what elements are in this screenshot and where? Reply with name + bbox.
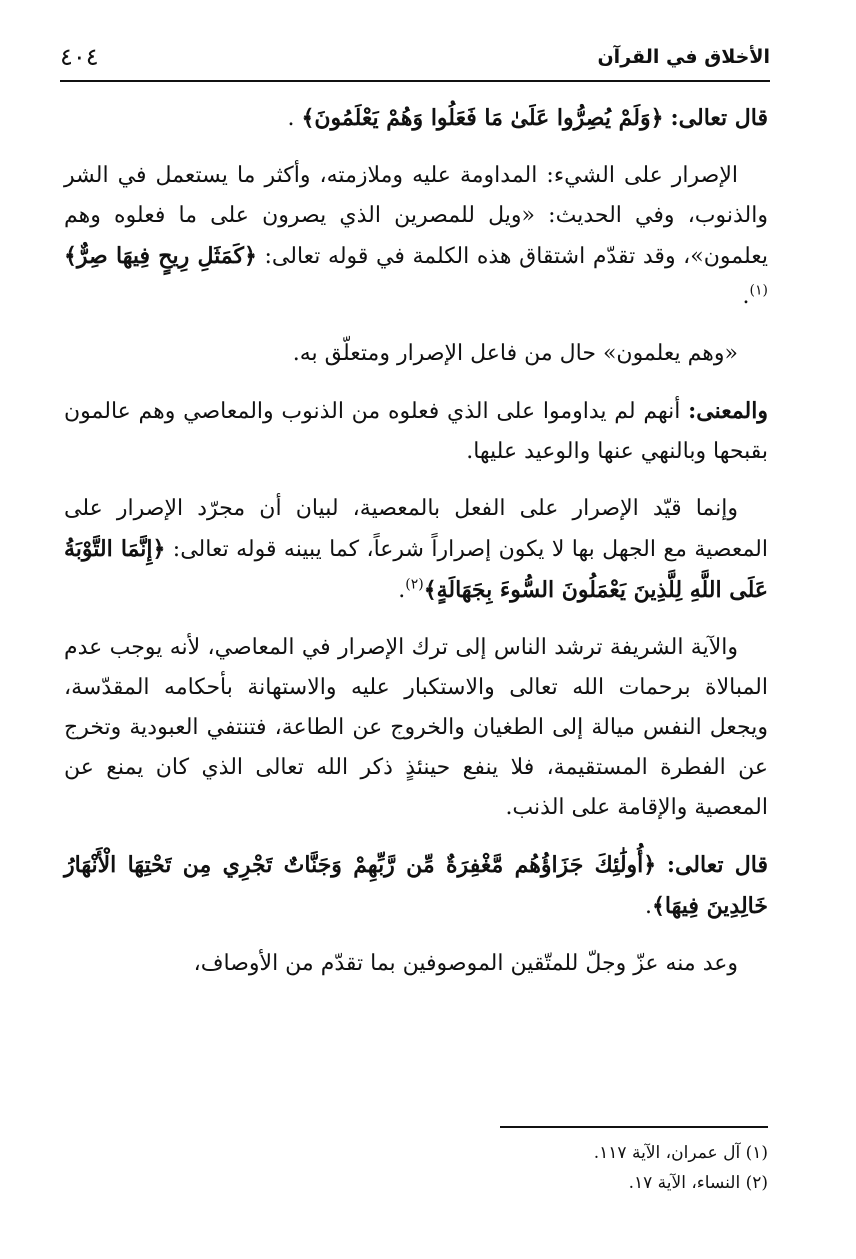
paragraph-text: أنهم لم يداوموا على الذي فعلوه من الذنوب والمعاصي وهم عالمون بقبحها وبالنهي عنها والوعيد عليها.	[64, 399, 768, 464]
quran-verse: ﴿كَمَثَلِ رِيحٍ فِيهَا صِرٌّ﴾	[64, 243, 257, 269]
paragraph-text: الإصرار على الشيء: المداومة عليه وملازمته، وأكثر ما يستعمل في الشر والذنوب، وفي الحديث: «ويل للمصرين الذي يصرون على ما فعلوه وهم يعلمون»، وقد تقدّم اشتقاق هذه الكلمة في قوله تعالى:	[64, 163, 768, 269]
footnote-ref-2[interactable]: (٢)	[405, 576, 424, 593]
quran-verse: ﴿وَلَمْ يُصِرُّوا عَلَىٰ مَا فَعَلُوا وَهُمْ يَعْلَمُونَ﴾	[301, 105, 664, 131]
footnote-divider	[500, 1126, 768, 1128]
page-number: ٤٠٤	[60, 43, 99, 71]
paragraph-guidance	[64, 628, 768, 828]
footnotes	[300, 1138, 768, 1198]
verse-intro: قال تعالى:	[666, 852, 768, 878]
paragraph-text: وعد منه عزّ وجلّ للمتّقين الموصوفين بما تقدّم من الأوصاف،	[193, 951, 738, 976]
punctuation: .	[645, 894, 653, 919]
paragraph-restriction	[64, 489, 768, 611]
meaning-label: والمعنى:	[688, 398, 768, 424]
paragraph-verse-2	[64, 845, 768, 927]
paragraph-definition	[64, 156, 768, 317]
paragraph-promise	[64, 944, 768, 984]
book-title: الأخلاق في القرآن	[597, 46, 770, 68]
verse-intro: قال تعالى:	[670, 105, 768, 131]
quran-verse: ﴿إِنَّمَا التَّوْبَةُ عَلَى اللَّهِ لِلَّذِينَ يَعْمَلُونَ السُّوءَ بِجَهَالَةٍ﴾	[64, 536, 768, 603]
paragraph-verse-1	[64, 98, 768, 139]
footnote-2: (٢) النساء، الآية ١٧.	[628, 1173, 768, 1193]
footnote-1: (١) آل عمران، الآية ١١٧.	[593, 1143, 768, 1163]
punctuation: .	[398, 578, 406, 603]
paragraph-grammar	[64, 334, 768, 374]
paragraph-text: وإنما قيّد الإصرار على الفعل بالمعصية، لبيان أن مجرّد الإصرار على المعصية مع الجهل بها لا يكون إصراراً شرعاً، كما يبينه قوله تعالى:	[64, 496, 768, 562]
quran-verse: ﴿أُولَٰئِكَ جَزَاؤُهُم مَّغْفِرَةٌ مِّن رَّبِّهِمْ وَجَنَّاتٌ تَجْرِي مِن تَحْتِهَا الْأَنْهَارُ خَالِدِينَ فِيهَا﴾	[64, 852, 768, 919]
punctuation: .	[742, 284, 750, 309]
paragraph-text: والآية الشريفة ترشد الناس إلى ترك الإصرار في المعاصي، لأنه يوجب عدم المبالاة برحمات الله تعالى والاستكبار عليه والاستهانة بأحكامه المقدّسة، ويجعل النفس ميالة إلى الطغيان والخروج عن الطاعة، فتنتفي العبودية وتخرج عن الفطرة المستقيمة، فلا ينفع حينئذٍ ذكر الله تعالى الذي كان يمنع عن المعصية والإقامة على الذنب.	[64, 635, 768, 820]
punctuation: .	[287, 106, 295, 131]
paragraph-text: «وهم يعلمون» حال من فاعل الإصرار ومتعلّق به.	[292, 341, 738, 366]
page-header	[60, 34, 770, 82]
footnote-ref-1[interactable]: (١)	[749, 282, 768, 299]
page-body	[64, 98, 768, 1001]
paragraph-meaning	[64, 391, 768, 472]
